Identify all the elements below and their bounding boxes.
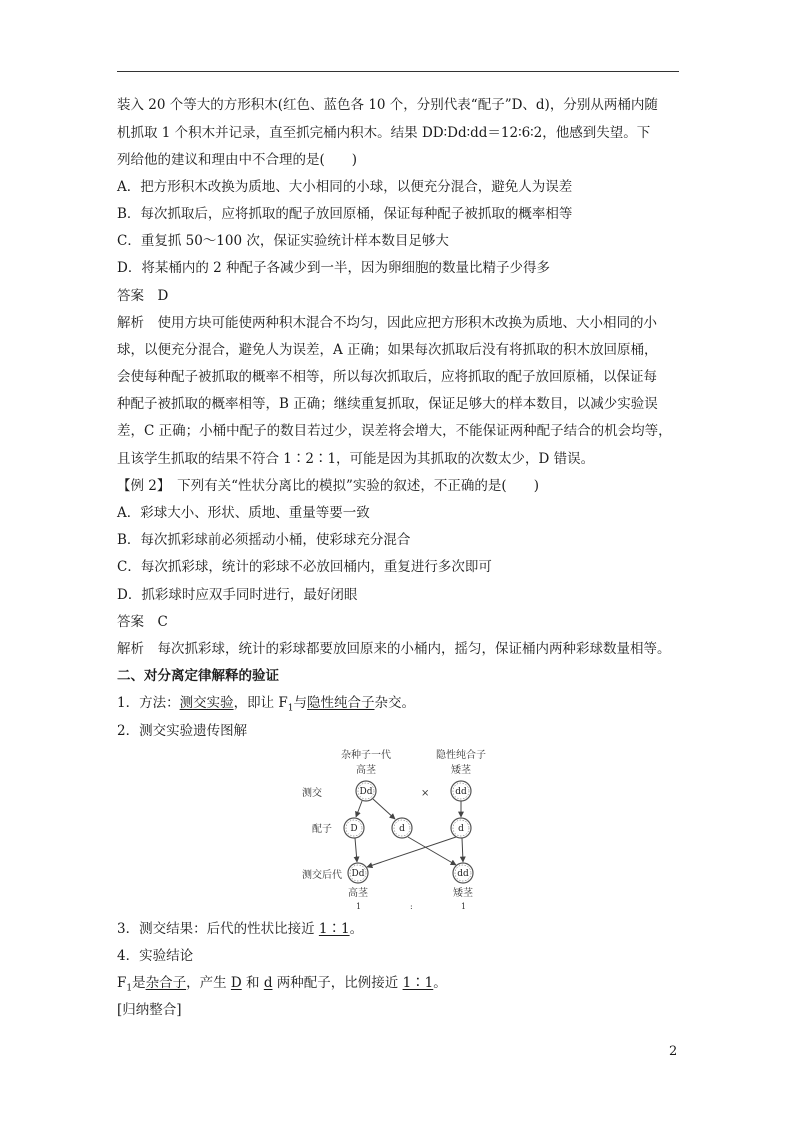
example2-option-b: B．每次抓彩球前必须摇动小桶，使彩球充分混合	[117, 532, 411, 548]
result-blank-ratio: 1∶1	[318, 921, 350, 937]
result-line	[117, 920, 363, 938]
method-prefix: 1．方法：	[117, 695, 180, 711]
conclusion-p2: 是	[132, 975, 146, 991]
question-text-line-3: 列给他的建议和理由中不合理的是( )	[117, 152, 358, 168]
conclusion-p5: 两种配子，比例接近	[272, 975, 403, 991]
method-suffix: 杂交。	[374, 695, 415, 711]
parent1-phenotype: 高茎	[356, 765, 376, 776]
conclusion-p6: 。	[433, 975, 447, 991]
analysis-line-6: 且该学生抓取的结果不符合 1∶2∶1，可能是因为其抓取的次数太少，D 错误。	[117, 451, 595, 467]
conclusion-p3: ，产生	[186, 975, 231, 991]
conclusion-blank-d-lower: d	[263, 975, 273, 991]
option-c: C．重复抓 50～100 次，保证实验统计样本数目足够大	[117, 233, 449, 249]
parent1-genotype: Dd	[359, 787, 373, 797]
conclusion-heading: 4．实验结论	[117, 948, 194, 964]
example2-option-a: A．彩球大小、形状、质地、重量等要一致	[117, 505, 370, 521]
gamete-label: 配子	[312, 824, 332, 835]
method-mid2: 与	[293, 695, 307, 711]
gamete3-allele: d	[458, 824, 464, 834]
conclusion-f: F	[117, 975, 127, 991]
gamete2-allele: d	[399, 824, 405, 834]
diagram-title: 2．测交实验遗传图解	[117, 723, 248, 739]
arrow-parent1-to-gamete2	[373, 799, 395, 819]
gamete1-allele: D	[350, 824, 358, 834]
method-line	[117, 694, 415, 718]
option-a: A．把方形积木改换为质地、大小相同的小球，以便充分混合，避免人为误差	[117, 179, 573, 195]
result-prefix: 3．测交结果：后代的性状比接近	[117, 921, 319, 937]
example2-analysis: 解析 每次抓彩球，统计的彩球都要放回原来的小桶内，摇匀，保证桶内两种彩球数量相等。	[117, 641, 671, 657]
summary-label: [归纳整合]	[117, 1002, 182, 1018]
parent2-genotype: dd	[455, 787, 467, 797]
section-heading: 二、对分离定律解释的验证	[117, 668, 279, 684]
method-mid1: ，即让 F	[233, 695, 288, 711]
question-text-line-1: 装入 20 个等大的方形积木(红色、蓝色各 10 个，分别代表“配子”D、d)，分别从两桶内随	[117, 97, 658, 113]
parent1-label: 杂种子一代	[341, 750, 391, 761]
conclusion-line	[117, 974, 447, 998]
cross-sign: ×	[421, 788, 430, 799]
method-subscript: 1	[287, 703, 294, 714]
offspring1-phenotype: 高茎	[348, 888, 368, 899]
offspring2-phenotype: 矮茎	[453, 888, 473, 899]
method-blank-recessive: 隐性纯合子	[307, 695, 375, 711]
analysis-line-4: 种配子被抓取的概率相等，B 正确；继续重复抓取，保证足够大的样本数目，以减少实验误	[117, 396, 658, 412]
question-text-line-2: 机抓取 1 个积木并记录，直至抓完桶内积木。结果 DD∶Dd∶dd＝12∶6∶2，他感到失望。下	[117, 125, 651, 141]
header-rule	[117, 71, 679, 72]
example2-option-c: C．每次抓彩球，统计的彩球不必放回桶内，重复进行多次即可	[117, 559, 492, 575]
method-blank-testcross: 测交实验	[179, 695, 234, 711]
example2-stem: 【例 2】 下列有关“性状分离比的模拟”实验的叙述，不正确的是( )	[117, 478, 539, 494]
ratio-separator: :	[410, 902, 413, 911]
page-number: 2	[669, 1044, 678, 1059]
testcross-genetic-diagram	[290, 744, 520, 914]
conclusion-subscript: 1	[126, 983, 133, 994]
ratio-left: 1	[356, 902, 362, 911]
arrow-gamete3-to-offspring1	[367, 837, 456, 867]
example2-answer: 答案 C	[117, 614, 168, 630]
offspring2-genotype: dd	[457, 869, 469, 879]
conclusion-blank-d-upper: D	[230, 975, 242, 991]
cross-label: 测交	[302, 788, 322, 799]
conclusion-p4: 和	[241, 975, 264, 991]
arrow-parent1-to-gamete1	[356, 801, 362, 817]
conclusion-blank-heterozygote: 杂合子	[145, 975, 187, 991]
ratio-right: 1	[461, 902, 467, 911]
offspring1-genotype: Dd	[351, 869, 365, 879]
conclusion-blank-ratio: 1∶1	[402, 975, 434, 991]
analysis-line-5: 差，C 正确；小桶中配子的数目若过少，误差将会增大，不能保证两种配子结合的机会均等，	[117, 423, 672, 439]
option-d: D．将某桶内的 2 种配子各减少到一半，因为卵细胞的数量比精子少得多	[117, 260, 550, 276]
offspring-label: 测交后代	[302, 870, 342, 881]
arrow-gamete1-to-offspring1	[355, 838, 357, 862]
parent2-phenotype: 矮茎	[451, 765, 471, 776]
analysis-line-1: 解析 使用方块可能使两种积木混合不均匀，因此应把方形积木改换为质地、大小相同的小	[117, 315, 657, 331]
answer-line: 答案 D	[117, 288, 169, 304]
result-suffix: 。	[349, 921, 364, 937]
parent2-label: 隐性纯合子	[436, 750, 486, 761]
analysis-line-3: 会使每种配子被抓取的概率不相等，所以每次抓取后，应将抓取的配子放回原桶，以保证每	[117, 369, 657, 385]
analysis-line-2: 球，以便充分混合，避免人为误差，A 正确；如果每次抓取后没有将抓取的积木放回原桶，	[117, 342, 658, 358]
arrow-gamete3-to-offspring2	[462, 838, 463, 862]
example2-option-d: D．抓彩球时应双手同时进行，最好闭眼	[117, 587, 358, 603]
option-b: B．每次抓取后，应将抓取的配子放回原桶，保证每种配子被抓取的概率相等	[117, 206, 573, 222]
